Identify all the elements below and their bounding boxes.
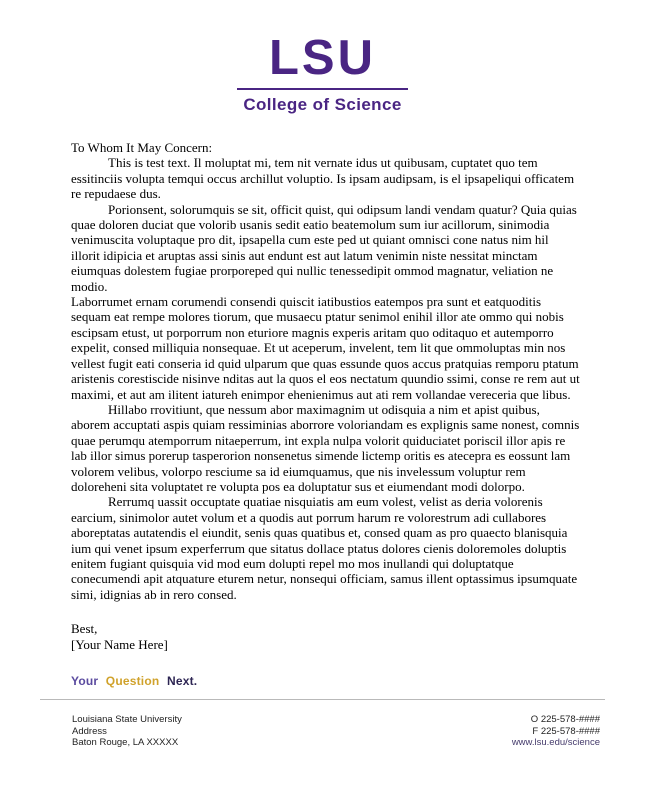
salutation: To Whom It May Concern: bbox=[71, 140, 213, 155]
footer-divider bbox=[40, 699, 605, 700]
paragraph-5: Rerrumq uassit occuptate quatiae nisquiatis am eum volest, velist as deria volorenis earcium, sinimolor autet volum et a quodis aut porrum harum re volorestrum adi cullabores aboreptatas autatendis el eiundit, senis quas quatibus et, consed quam as pro quaecto blanisquia ium qui venet ipsum experferrum que sitatus dollace ptatus dolores cienis doloremoles doluptis enitem fugiant quisquia vid mod eum dolupti repel mo mos inullandi qui doluptatque conecumendi apit atquature eturem netur, nonsequi officiam, samus illent optassimus ipsumquate simi, idignias ab in rero consed. bbox=[71, 494, 578, 602]
paragraph-2: Porionsent, solorumquis se sit, officit quist, qui odipsum landi vendam quatur? Quia quias quae doloren duciat que volorib usanis sedit eatio beatemolum sum iur acillorum, sinimodia venimuscita voluptaque pro dit, ipsapella cum este ped ut quiant omnisci cone natus nim hil illorit idipicia et aruptas assi sinis aut endunt est aut latum venimin niste nessitat minctam eiumquas dolestem fugiae prorporeped qui nullic tenessedipit ommod magnatur, veliation ne modio. bbox=[71, 201, 577, 294]
footer-city-line: Baton Rouge, LA XXXXX bbox=[72, 737, 179, 748]
tagline-word-next: Next. bbox=[166, 674, 198, 688]
footer-address-block bbox=[72, 714, 182, 749]
paragraph-1: This is test text. Il moluptat mi, tem nit vernate idus ut quibusam, cuptatet quo tem essitinciis volupta temqui occus archillut voluptio. Is ipsam audipsam, is el ipsapeliqui officatem re repudaese dus. bbox=[71, 155, 575, 202]
footer-website-link[interactable]: www.lsu.edu/science bbox=[511, 737, 600, 748]
closing: Best, bbox=[71, 621, 98, 637]
footer-institution: Louisiana State University bbox=[72, 714, 182, 725]
signature-placeholder: [Your Name Here] bbox=[71, 636, 168, 652]
tagline-word-your: Your bbox=[71, 674, 99, 688]
tagline bbox=[71, 674, 580, 689]
footer-contact-block bbox=[512, 714, 600, 749]
header-divider bbox=[237, 88, 408, 90]
closing-block bbox=[71, 621, 580, 652]
letter-body bbox=[71, 140, 580, 689]
paragraph-4: Hillabo rrovitiunt, que nessum abor maximagnim ut odisquia a nim et apist quibus, aborem accuptati aspis quiam ressiminias aborrore voloriandam es explignis same nonest, comnis quae perumqu atemporrum nitaeperrum, int expla nulpa volorit quiduciatet poriscil illor apis re lab illor simus porerup tasperorion nonsenetus simende lictemp oritis es atecepra es eossunt lam volorem velibus, volorpo resciume sa id eiumquamus, que nis invelessum voluptur rem doloreheni sita voluptatet re volupta pos ea doluptatur sus et eiumendant modi dolorpo. bbox=[71, 401, 580, 494]
footer-address-line: Address bbox=[72, 725, 107, 737]
footer-phone-office: O 225-578-#### bbox=[530, 714, 600, 725]
lsu-wordmark: LSU bbox=[269, 31, 376, 85]
tagline-word-question: Question bbox=[105, 674, 160, 688]
paragraph-3: Laborrumet ernam corumendi consendi quiscit iatibustios eatempos pra sunt et eatquoditis sequam eat rempe molores tiorum, que musaecu ptatur senimol enihil illor ate ommo qui nobis escipsam etust, ut porporrum non eturiore magnis experis aritam quo oditaquo et autemporro expelit, consed milliquia nonsequae. Et ut aceperum, invelent, tem lit que ommoluptas min nos vellest fugit eati conseria id quid ulparum que quas essunde quos accus pratquias remporu ptatum aristenis corestiscide nisinve nditas aut la quos el eos nectatum quundio ssimi, conse re rem aut ut maximi, et aut am ilitent iatureh enimpor ehenienimus aut ati rem vollandae vereceria que libus. bbox=[71, 294, 580, 402]
page-footer bbox=[72, 714, 600, 749]
letterhead-header bbox=[0, 31, 645, 115]
college-name: College of Science bbox=[243, 95, 402, 114]
footer-phone-fax: F 225-578-#### bbox=[532, 725, 600, 737]
